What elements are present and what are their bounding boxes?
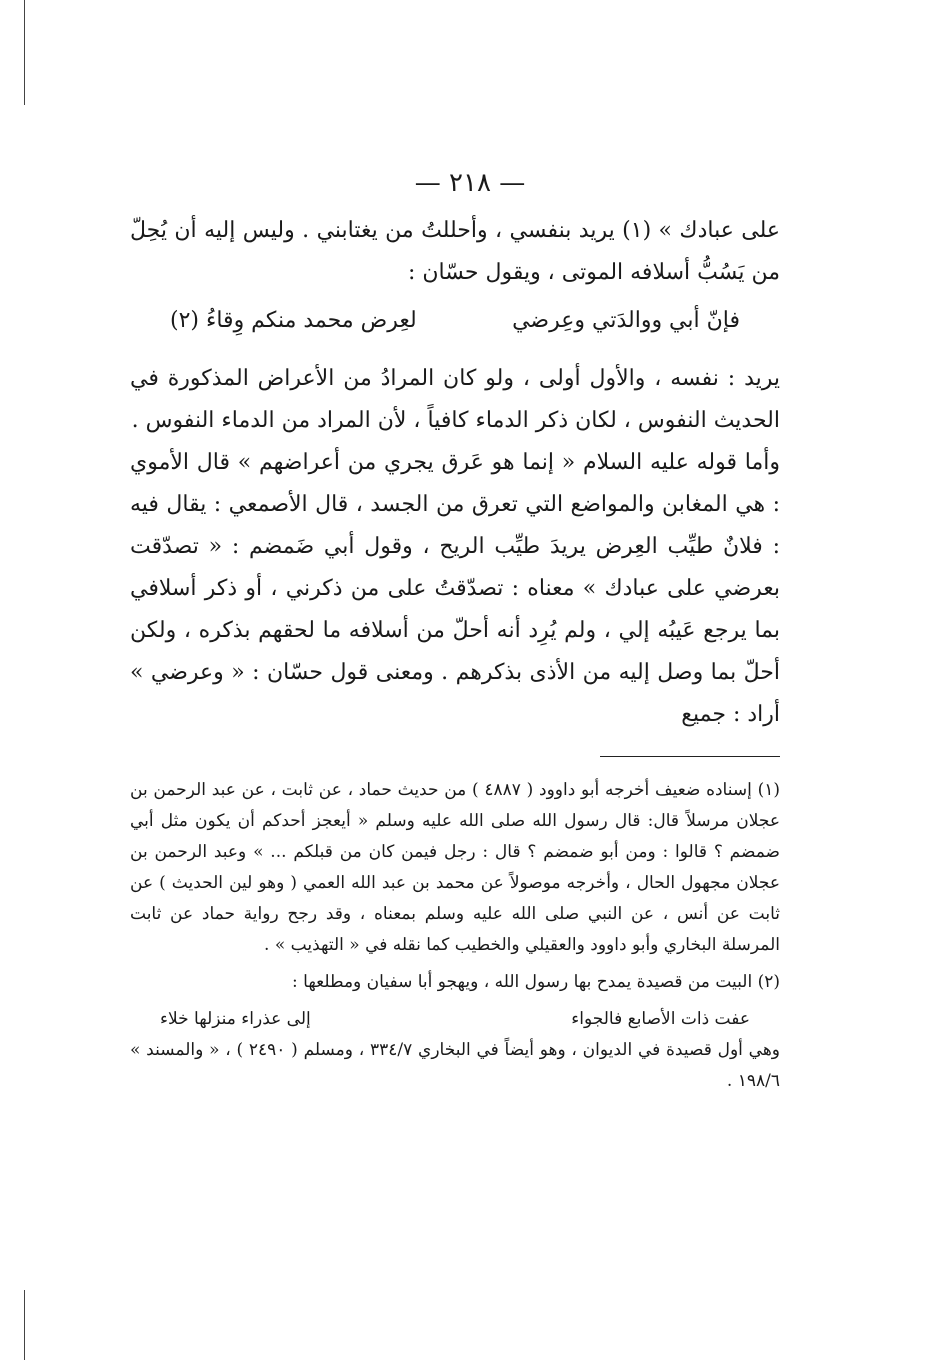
footnote-verse-second: إلى عذراء منزلها خلاء xyxy=(160,1009,311,1029)
main-text xyxy=(130,210,780,736)
footnote-1: (١) إسناده ضعيف أخرجه أبو داوود ( ٤٨٨٧ ) من حديث حماد ، عن ثابت ، عن عبد الرحمن بن عجلان مرسلاً قال: قال رسول الله صلى الله عليه وسلم « أيعجز أحدكم أن يكون مثل أبي ضمضم ؟ قالوا : ومن أبو ضمضم ؟ قال : رجل فيمن كان من قبلكم ... » وعبد الرحمن بن عجلان مجهول الحال ، وأخرجه موصولاً عن محمد بن عبد الله العمي ( وهو لين الحديث ) عن ثابت عن أنس ، عن النبي صلى الله عليه وسلم بمعناه ، وقد رجح رواية حماد عن ثابت المرسلة البخاري وأبو داوود والعقيلي والخطيب كما نقله في « التهذيب » . xyxy=(130,780,780,955)
paragraph-3: وأما قوله عليه السلام « إنما هو عَرق يجري من أعراضهم » قال الأموي : هي المغابن والمواضع التي تعرق من الجسد ، قال الأصمعي : يقال فيه : فلانٌ طيِّب العِرض يريدَ طيِّب الريح ، وقول أبي ضَمضم : « تصدّقت بعرضي على عبادك » معناه : تصدّقتُ على من ذكرني ، أو ذكر أسلافي بما يرجع عَيبُه إلي ، ولم يُرِد أنه أحلّ من أسلافه ما لحقهم بذكره ، ولكن أحلّ بما وصل إليه من الأذى بذكرهم . ومعنى قول حسّان : « وعرضي » أراد : جميع xyxy=(130,450,780,727)
verse-first-hemistich: فإنّ أبي ووالدَتي وعِرضي xyxy=(512,308,740,333)
verse-second-hemistich: لعِرض محمد منكم وِقاءُ (٢) xyxy=(170,308,417,333)
page-number: — ٢١٨ — xyxy=(414,168,526,198)
footnote-2-end: وهي أول قصيدة في الديوان ، وهو أيضاً في البخاري ٣٣٤/٧ ، ومسلم ( ٢٤٩٠ ) ، « والمسند » ١٩٨/٦ . xyxy=(130,1040,780,1091)
paragraph-1: على عبادك » (١) يريد بنفسي ، وأحللتُ من يغتابني . وليس إليه أن يُحِلّ من يَسُبُّ أسلافه الموتى ، ويقول حسّان : xyxy=(130,218,780,285)
footnote-2: (٢) البيت من قصيدة يمدح بها رسول الله ، ويهجو أبا سفيان ومطلعها : xyxy=(292,972,780,992)
footnotes xyxy=(130,775,780,1103)
verse-hassan xyxy=(130,300,780,342)
margin-line-top xyxy=(24,0,25,105)
footnote-separator xyxy=(600,756,780,757)
footnote-verse-first: عفت ذات الأصابع فالجواء xyxy=(571,1009,750,1029)
footnote-verse xyxy=(130,1004,780,1035)
paragraph-2: يريد : نفسه ، والأول أولى ، ولو كان المرادُ من الأعراض المذكورة في الحديث النفوس ، لكان ذكر الدماء كافياً ، لأن المراد من الدماء النفوس . xyxy=(130,366,780,433)
margin-line-bottom xyxy=(24,1290,25,1360)
